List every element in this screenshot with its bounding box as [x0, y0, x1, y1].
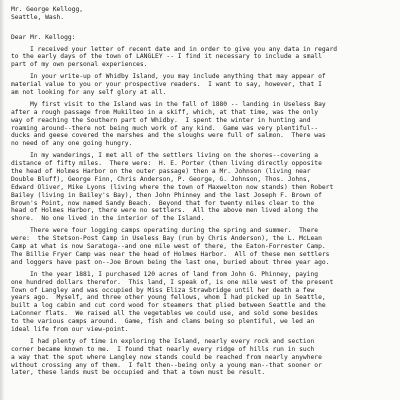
paragraph-line: the head of Holmes Harbor on the outer passage) then a Mr. Johnson (living near	[11, 168, 311, 176]
paragraph-line: head of Holmes Harbor, there were no settlers. All the above men lived along the	[11, 207, 319, 215]
paragraph	[11, 227, 390, 266]
paragraph-line: without crossing any of them. I felt then--being only a young man--that sooner or	[11, 361, 322, 369]
paragraph-line: In the year 1881, I purchased 120 acres of land from John G. Phinney, paying	[11, 270, 319, 278]
recipient-block	[11, 6, 390, 22]
paragraph-line: am not looking for any self glory at all.	[11, 89, 167, 97]
paragraph-line: material value to you or your prospective readers. I want to say, however, that I	[11, 81, 322, 89]
paragraph-line: distance of fifty miles. There were: H. E. Porter (then living directly opposite	[11, 160, 322, 168]
paragraph-line: Town of Langley and was occupied by Miss Eliza Strawbridge until her death a few	[11, 286, 315, 294]
paragraph-line: to the various camps around. Game, fish and clams being so plentiful, we led an	[11, 318, 315, 326]
paragraph-line: Edward Oliver, Mike Lyons (living where the town of Maxwelton now stands) then Robert	[11, 183, 334, 191]
paragraph-line: I received your letter of recent date and in order to give you any data in regard	[11, 45, 338, 53]
paragraph-line: LaConner flats. We raised all the vegetables we could use, and sold some besides	[11, 310, 319, 318]
paragraph-line: no need of any one going hungry.	[11, 140, 133, 148]
paragraph-line: to the early days of the town of LANGLEY -- I find it necessary to include a small	[11, 53, 322, 61]
paragraph-line: My first visit to the Island was in the fall of 1880 -- landing in Useless Bay	[11, 100, 326, 108]
paragraph	[11, 46, 390, 70]
letter-body	[11, 46, 390, 378]
salutation: Dear Mr. Kellogg:	[11, 33, 76, 41]
paragraph	[11, 73, 390, 97]
recipient-name: Mr. George Kellogg,	[11, 6, 84, 13]
paragraph-line: after a rough passage from Mukilteo in a skiff, which, at that time, was the only	[11, 108, 319, 116]
paragraph-line: part of my own personal experiences.	[11, 61, 148, 69]
paragraph-line: The Billie Fryer Camp was near the head of Holmes Harbor. All of these men settlers	[11, 250, 330, 258]
paragraph-line: one hundred dollars therefor. This land, I speak of, is one mile west of the present	[11, 278, 334, 286]
paragraph-line: Brown's Point, now named Sandy Beach. Beyond that for twenty miles clear to the	[11, 199, 315, 207]
paragraph-line: a way that the spot where Langley now stands could be reached from nearly anywhere	[11, 353, 322, 361]
paragraph-line: Double Bluff), George Finn, Chris Anderson, P. George, G. Johnson, Thos. Johns,	[11, 175, 311, 183]
paragraph-line: corner became known to me. I found that nearly every ridge of hills run in such	[11, 345, 315, 353]
paragraph-line: Bailey (living in Bailey's Bay), then John Phinney and the last Joseph F. Brown of	[11, 191, 322, 199]
paragraph-line: roaming around--there not being much work of any kind. Game was very plentiful--	[11, 124, 319, 132]
paragraph-line: I had plenty of time in exploring the Island, nearly every rock and section	[11, 337, 315, 345]
page-edge-shadow	[0, 0, 4, 400]
paragraph-line: In your write-up of Whidby Island, you may include anything that may appear of	[11, 73, 326, 81]
paragraph-line: In my wanderings, I met all of the settlers living on the shores--covering a	[11, 152, 319, 160]
paragraph-line: years ago. Myself, and three other young fellows, whom I had picked up in Seattle,	[11, 294, 326, 302]
paragraph-line: were: the Stetson-Post Camp in Useless Bay (run by Chris Anderson), the L. McLean	[11, 235, 322, 243]
recipient-city: Seattle, Wash.	[11, 13, 65, 21]
paragraph-line: ideal life from our view-point.	[11, 325, 129, 333]
paragraph	[11, 271, 390, 334]
paragraph-line: There were four logging camps operating during the spring and summer. There	[11, 227, 319, 235]
paragraph-line: and loggers have past on--Joe Brown being the last one, buried about three year ago.	[11, 258, 330, 266]
paragraph-line: later, these lands must be occupied and that a town must be result.	[11, 369, 266, 377]
paragraph-line: way of reaching the Southern part of Whidby. I spent the winter in hunting and	[11, 116, 311, 124]
paragraph	[11, 152, 390, 223]
paragraph	[11, 101, 390, 148]
paragraph-line: Camp at what is now Saratoga--and one mile west of there, the Eaton-Forrester Camp.	[11, 243, 326, 251]
paragraph-line: built a log cabin and cut cord wood for steamers that plied between Seattle and the	[11, 302, 326, 310]
paragraph-line: ducks and geese covered the marshes and the sloughs were full of salmon. There was	[11, 132, 326, 140]
paragraph-line: shore. No one lived in the interior of the Island.	[11, 215, 205, 223]
paragraph	[11, 338, 390, 377]
